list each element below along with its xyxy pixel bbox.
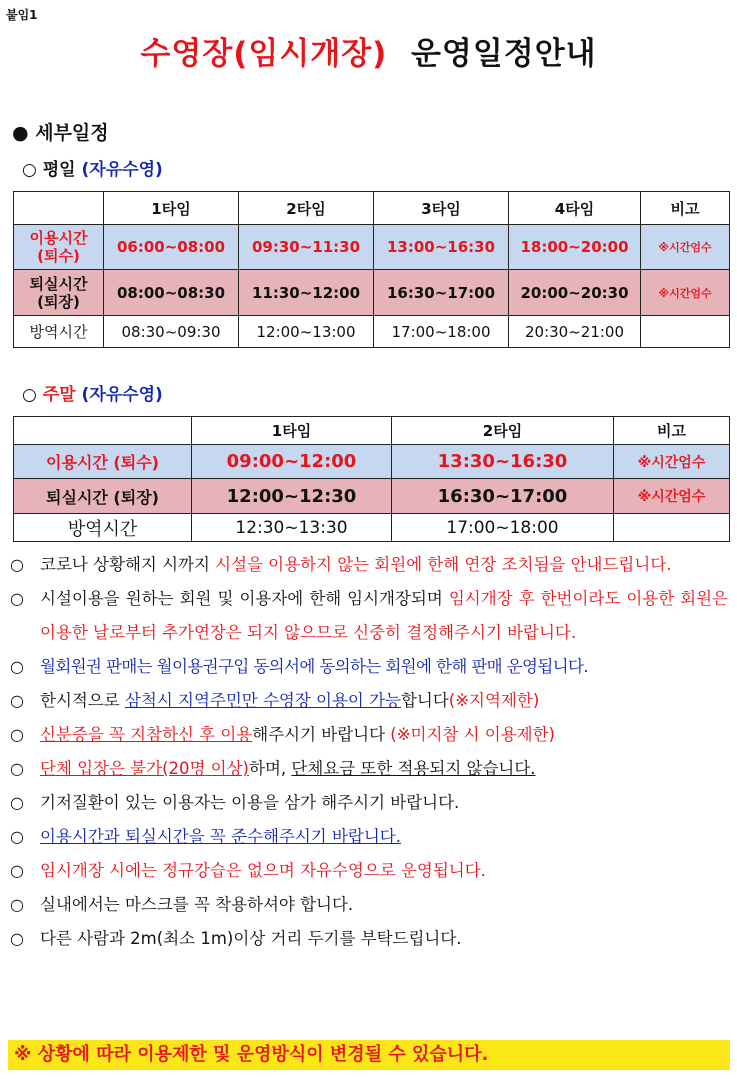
time-cell: 17:00~18:00 bbox=[392, 514, 614, 542]
circle-bullet-icon: ○ bbox=[10, 895, 24, 914]
list-item: ○ 월회원권 판매는 월이용권구입 동의서에 동의하는 회원에 한해 판매 운영됩니다. bbox=[10, 650, 728, 684]
table-header-row bbox=[14, 417, 730, 445]
time-cell: 08:00~08:30 bbox=[104, 270, 239, 316]
note-cell: ※시간엄수 bbox=[641, 225, 730, 270]
row-label: 퇴실시간 (퇴장) bbox=[14, 479, 192, 514]
header-cell bbox=[14, 192, 104, 225]
notice-list bbox=[10, 548, 728, 956]
header-cell: 비고 bbox=[614, 417, 730, 445]
weekend-heading bbox=[22, 380, 163, 405]
circle-bullet-icon: ○ bbox=[10, 929, 24, 948]
time-cell: 20:00~20:30 bbox=[509, 270, 641, 316]
time-cell: 17:00~18:00 bbox=[374, 316, 509, 348]
list-item: ○ 실내에서는 마스크를 꼭 착용하셔야 합니다. bbox=[10, 888, 728, 922]
circle-bullet-icon: ○ bbox=[10, 793, 24, 812]
title-red-part: 수영장(임시개장) bbox=[140, 36, 388, 72]
table-row-exit-time bbox=[14, 479, 730, 514]
title-black-part: 운영일정안내 bbox=[410, 36, 597, 72]
row-label: 방역시간 bbox=[14, 514, 192, 542]
weekend-mode: (자유수영) bbox=[81, 385, 163, 405]
header-cell bbox=[14, 417, 192, 445]
time-cell: 13:30~16:30 bbox=[392, 445, 614, 479]
circle-bullet-icon: ○ bbox=[10, 759, 24, 778]
time-cell: 16:30~17:00 bbox=[392, 479, 614, 514]
table-row-use-time bbox=[14, 445, 730, 479]
list-item: ○ 기저질환이 있는 이용자는 이용을 삼가 해주시기 바랍니다. bbox=[10, 786, 728, 820]
header-cell: 비고 bbox=[641, 192, 730, 225]
weekend-schedule-table bbox=[13, 416, 730, 542]
header-cell: 3타임 bbox=[374, 192, 509, 225]
time-cell: 06:00~08:00 bbox=[104, 225, 239, 270]
list-item: ○ 단체 입장은 불가(20명 이상)하며, 단체요금 또한 적용되지 않습니다. bbox=[10, 752, 728, 786]
header-cell: 1타임 bbox=[192, 417, 392, 445]
row-label: 방역시간 bbox=[14, 316, 104, 348]
time-cell: 09:30~11:30 bbox=[239, 225, 374, 270]
time-cell: 11:30~12:00 bbox=[239, 270, 374, 316]
circle-bullet-icon: ○ bbox=[10, 555, 24, 574]
weekend-label: 주말 bbox=[42, 385, 76, 405]
circle-bullet-icon: ○ bbox=[10, 861, 24, 880]
header-cell: 1타임 bbox=[104, 192, 239, 225]
weekday-heading bbox=[22, 155, 163, 180]
time-cell: 13:00~16:30 bbox=[374, 225, 509, 270]
time-cell: 20:30~21:00 bbox=[509, 316, 641, 348]
weekday-label: ○ 평일 bbox=[22, 160, 76, 180]
row-label: 이용시간 (퇴수) bbox=[14, 225, 104, 270]
note-cell: ※시간엄수 bbox=[614, 445, 730, 479]
weekday-schedule-table bbox=[13, 191, 730, 348]
row-label: 이용시간 (퇴수) bbox=[14, 445, 192, 479]
list-item: ○ 신분증을 꼭 지참하신 후 이용해주시기 바랍니다 (※미지참 시 이용제한) bbox=[10, 718, 728, 752]
note-cell: ※시간엄수 bbox=[641, 270, 730, 316]
header-cell: 2타임 bbox=[239, 192, 374, 225]
list-item: ○ 시설이용을 원하는 회원 및 이용자에 한해 임시개장되며 임시개장 후 한번이라도 이용한 회원은 이용한 날로부터 추가연장은 되지 않으므로 신중히 결정해주시기 바랍니다. bbox=[10, 582, 728, 650]
footer-warning: ※ 상황에 따라 이용제한 및 운영방식이 변경될 수 있습니다. bbox=[8, 1040, 730, 1070]
time-cell: 12:00~13:00 bbox=[239, 316, 374, 348]
table-row-disinfect-time bbox=[14, 316, 730, 348]
list-item: ○ 한시적으로 삼척시 지역주민만 수영장 이용이 가능합니다(※지역제한) bbox=[10, 684, 728, 718]
note-cell: ※시간엄수 bbox=[614, 479, 730, 514]
circle-bullet-icon: ○ bbox=[10, 657, 24, 676]
table-row-disinfect-time bbox=[14, 514, 730, 542]
weekend-circle: ○ bbox=[22, 385, 37, 405]
row-label: 퇴실시간 (퇴장) bbox=[14, 270, 104, 316]
table-header-row bbox=[14, 192, 730, 225]
page-title bbox=[0, 28, 737, 73]
attachment-tag: 붙임1 bbox=[6, 8, 38, 22]
list-item: ○ 코로나 상황해지 시까지 시설을 이용하지 않는 회원에 한해 연장 조치됨을 안내드립니다. bbox=[10, 548, 728, 582]
table-row-exit-time bbox=[14, 270, 730, 316]
note-cell bbox=[614, 514, 730, 542]
list-item: ○ 이용시간과 퇴실시간을 꼭 준수해주시기 바랍니다. bbox=[10, 820, 728, 854]
table-row-use-time bbox=[14, 225, 730, 270]
section-title: ● 세부일정 bbox=[12, 122, 109, 144]
weekday-mode: (자유수영) bbox=[81, 160, 163, 180]
list-item: ○ 다른 사람과 2m(최소 1m)이상 거리 두기를 부탁드립니다. bbox=[10, 922, 728, 956]
note-cell bbox=[641, 316, 730, 348]
time-cell: 12:00~12:30 bbox=[192, 479, 392, 514]
circle-bullet-icon: ○ bbox=[10, 589, 24, 608]
header-cell: 4타임 bbox=[509, 192, 641, 225]
time-cell: 18:00~20:00 bbox=[509, 225, 641, 270]
header-cell: 2타임 bbox=[392, 417, 614, 445]
time-cell: 16:30~17:00 bbox=[374, 270, 509, 316]
circle-bullet-icon: ○ bbox=[10, 827, 24, 846]
list-item: ○ 임시개장 시에는 정규강습은 없으며 자유수영으로 운영됩니다. bbox=[10, 854, 728, 888]
time-cell: 08:30~09:30 bbox=[104, 316, 239, 348]
circle-bullet-icon: ○ bbox=[10, 691, 24, 710]
time-cell: 09:00~12:00 bbox=[192, 445, 392, 479]
time-cell: 12:30~13:30 bbox=[192, 514, 392, 542]
circle-bullet-icon: ○ bbox=[10, 725, 24, 744]
